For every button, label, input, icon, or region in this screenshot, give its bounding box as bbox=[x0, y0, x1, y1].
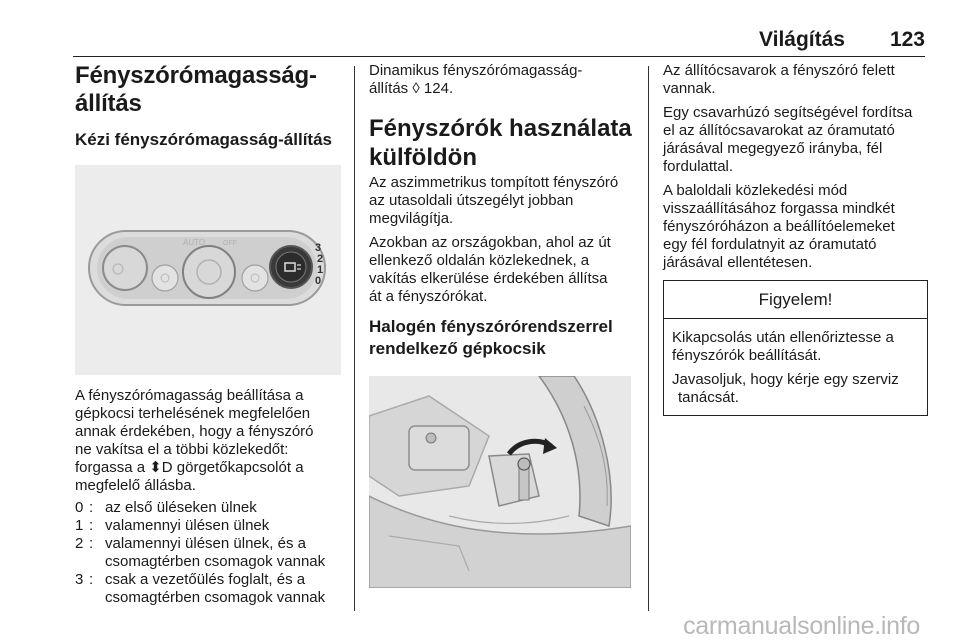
column-2 bbox=[369, 62, 637, 588]
headlight-housing-illustration bbox=[369, 376, 631, 588]
column-3 bbox=[663, 62, 928, 416]
list-item: 0 : az első üléseken ülnek bbox=[75, 499, 257, 516]
column-divider bbox=[648, 66, 649, 611]
headlight-adjustment-figure bbox=[369, 376, 631, 588]
notice-body: Kikapcsolás után ellenőriztesse a fényszórók beállítását. Javasoljuk, hogy kérje egy szerviz tanácsát. bbox=[672, 329, 899, 406]
paragraph-line: forgassa a ⬍D görgetőkapcsolót a bbox=[75, 459, 304, 476]
paragraph-line: Dinamikus fényszórómagasság- bbox=[369, 62, 583, 79]
list-item: 3 : csak a vezetőülés foglalt, és a csomagtérben csomagok vannak bbox=[75, 571, 326, 606]
paragraph-line: ne vakítsa el a többi közlekedőt: bbox=[75, 441, 289, 458]
section-heading: Fényszórómagasság-állítás bbox=[75, 62, 317, 117]
load-position-list bbox=[75, 499, 345, 607]
intro-paragraph bbox=[75, 387, 345, 495]
paragraph-line: megfelelő állásba. bbox=[75, 477, 196, 494]
section-heading: Fényszórók használata külföldön bbox=[369, 115, 632, 171]
list-item: 1 : valamennyi ülésen ülnek bbox=[75, 517, 270, 534]
paragraph: Egy csavarhúzó segítségével fordítsa el az állítócsavarokat az óramutató járásával megegyező irányba, fél fordulattal. bbox=[663, 104, 913, 175]
dynamic-leveling-reference bbox=[369, 62, 637, 98]
light-switch-panel-illustration bbox=[75, 165, 341, 375]
page-number: 123 bbox=[889, 28, 925, 51]
paragraph-line: annak érdekében, hogy a fényszóró bbox=[75, 423, 314, 440]
page-header bbox=[73, 24, 925, 57]
paragraph: A baloldali közlekedési mód visszaállításához forgassa mindkét fényszóróházon a beállítóelemeket egy fél fordulatnyit az óramutató járásával ellentétesen. bbox=[663, 182, 895, 271]
auto-label: AUTO bbox=[183, 238, 206, 247]
dial-position-label: 2 bbox=[317, 253, 324, 265]
paragraph: Az állítócsavarok a fényszóró felett vannak. bbox=[663, 62, 895, 97]
subsection-heading: Halogén fényszórórendszerrel rendelkező gépkocsik bbox=[369, 317, 613, 358]
subsection-heading: Kézi fényszórómagasság-állítás bbox=[75, 130, 332, 149]
paragraph: Az aszimmetrikus tompított fényszóró az utasoldali útszegélyt jobban megvilágítja. bbox=[369, 174, 619, 227]
paragraph-line: A fényszórómagasság beállítása a bbox=[75, 387, 304, 404]
section-title: Világítás bbox=[759, 28, 845, 51]
watermark: carmanualsonline.info bbox=[683, 612, 920, 640]
dial-position-label: 3 bbox=[315, 242, 322, 254]
dial-position-label: 1 bbox=[317, 264, 324, 276]
column-1 bbox=[75, 62, 345, 607]
column-divider bbox=[354, 66, 355, 611]
off-label: OFF bbox=[223, 240, 237, 247]
paragraph: Azokban az országokban, ahol az út ellenkező oldalán közlekednek, a vakítás elkerülése érdekében állítsa át a fényszórókat. bbox=[369, 234, 611, 305]
notice-title: Figyelem! bbox=[664, 281, 927, 319]
notice-box bbox=[663, 280, 928, 416]
dial-position-label: 0 bbox=[315, 275, 322, 287]
light-switch-panel-figure bbox=[75, 165, 341, 375]
cross-reference-link[interactable]: állítás ◊ 124. bbox=[369, 80, 454, 97]
list-item: 2 : valamennyi ülésen ülnek, és a csomagtérben csomagok vannak bbox=[75, 535, 326, 570]
paragraph-line: gépkocsi terhelésének megfelelően bbox=[75, 405, 311, 422]
